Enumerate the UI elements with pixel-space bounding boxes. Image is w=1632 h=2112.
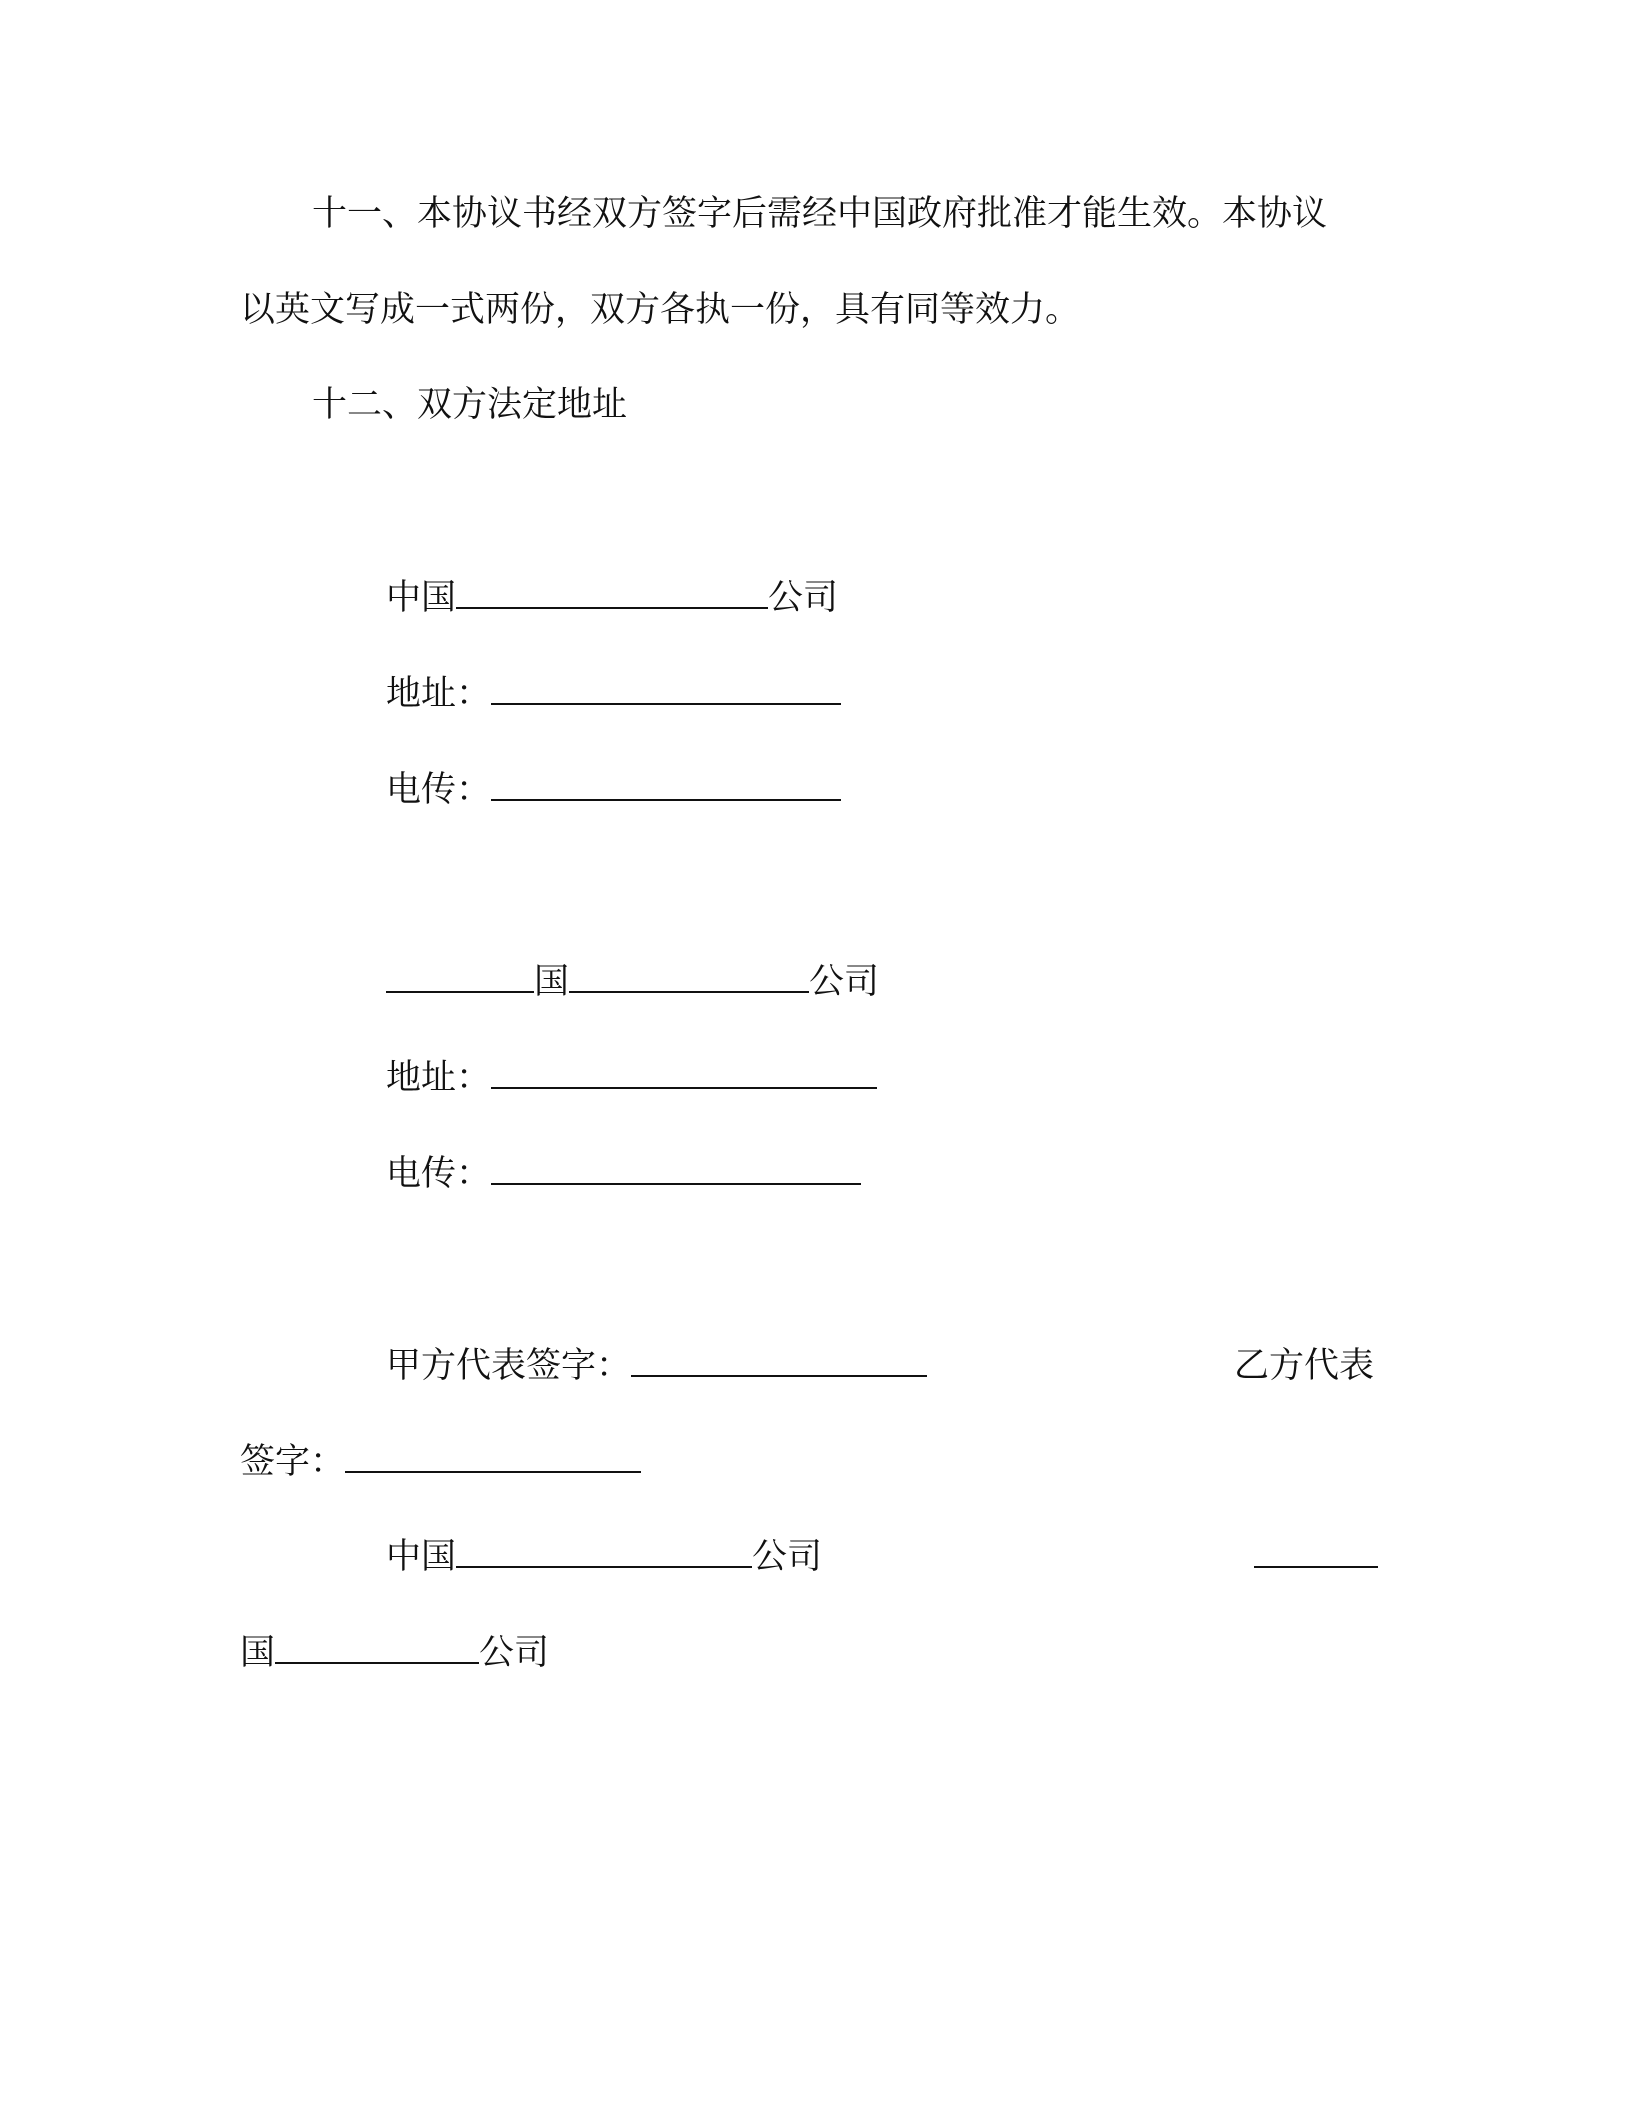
party-b-signature-label-1: 乙方代表 [1234,1346,1375,1386]
party-a-company-blank[interactable] [456,577,768,609]
clause-12-heading [312,383,627,427]
party-b-signature-company-line [240,1631,549,1675]
party-a-suffix: 公司 [768,578,839,618]
party-a-signature-company-line [386,1535,822,1579]
party-b-telex-label: 电传： [386,1154,492,1194]
party-b-company-line [386,960,879,1004]
clause-11-text-2: 以英文写成一式两份，双方各执一份，具有同等效力。 [240,290,1081,330]
party-b-signature-blank[interactable] [345,1441,641,1473]
party-b-signature-company-suffix: 公司 [479,1633,550,1673]
party-b-signature-company-blank[interactable] [275,1632,479,1664]
party-b-signature-label-2: 签字： [240,1442,346,1482]
party-b-signature-label-start [1234,1344,1374,1388]
party-a-signature-line [386,1344,927,1388]
party-a-company-line [386,576,838,620]
party-a-signature-blank[interactable] [631,1345,927,1377]
party-b-signature-country-blank[interactable] [1254,1536,1378,1568]
party-b-telex-line [386,1152,861,1196]
party-a-telex-line [386,768,841,812]
party-b-suffix: 公司 [809,962,880,1002]
party-b-address-blank[interactable] [491,1057,877,1089]
clause-12-heading-text: 十二、双方法定地址 [312,385,628,425]
party-b-address-label: 地址： [386,1058,492,1098]
party-b-signature-line [240,1440,641,1484]
party-a-telex-label: 电传： [386,770,492,810]
party-b-signature-country-blank-line [1254,1535,1378,1579]
party-a-address-line [386,672,841,716]
party-a-address-label: 地址： [386,674,492,714]
party-b-signature-country-suffix: 国 [240,1633,276,1673]
party-a-telex-blank[interactable] [491,769,841,801]
party-a-address-blank[interactable] [491,673,841,705]
party-b-telex-blank[interactable] [491,1153,861,1185]
clause-11-line-1 [312,192,1327,236]
party-a-signature-company-suffix: 公司 [752,1537,823,1577]
clause-11-line-2 [240,288,1080,332]
party-a-prefix: 中国 [386,578,457,618]
party-a-signature-company-prefix: 中国 [386,1537,457,1577]
party-b-country-blank[interactable] [386,961,534,993]
party-b-address-line [386,1056,877,1100]
clause-11-text-1: 十一、本协议书经双方签字后需经中国政府批准才能生效。本协议 [312,194,1328,234]
party-a-signature-label: 甲方代表签字： [386,1346,632,1386]
party-b-country-suffix: 国 [534,962,570,1002]
party-a-signature-company-blank[interactable] [456,1536,752,1568]
party-b-company-blank[interactable] [569,961,809,993]
